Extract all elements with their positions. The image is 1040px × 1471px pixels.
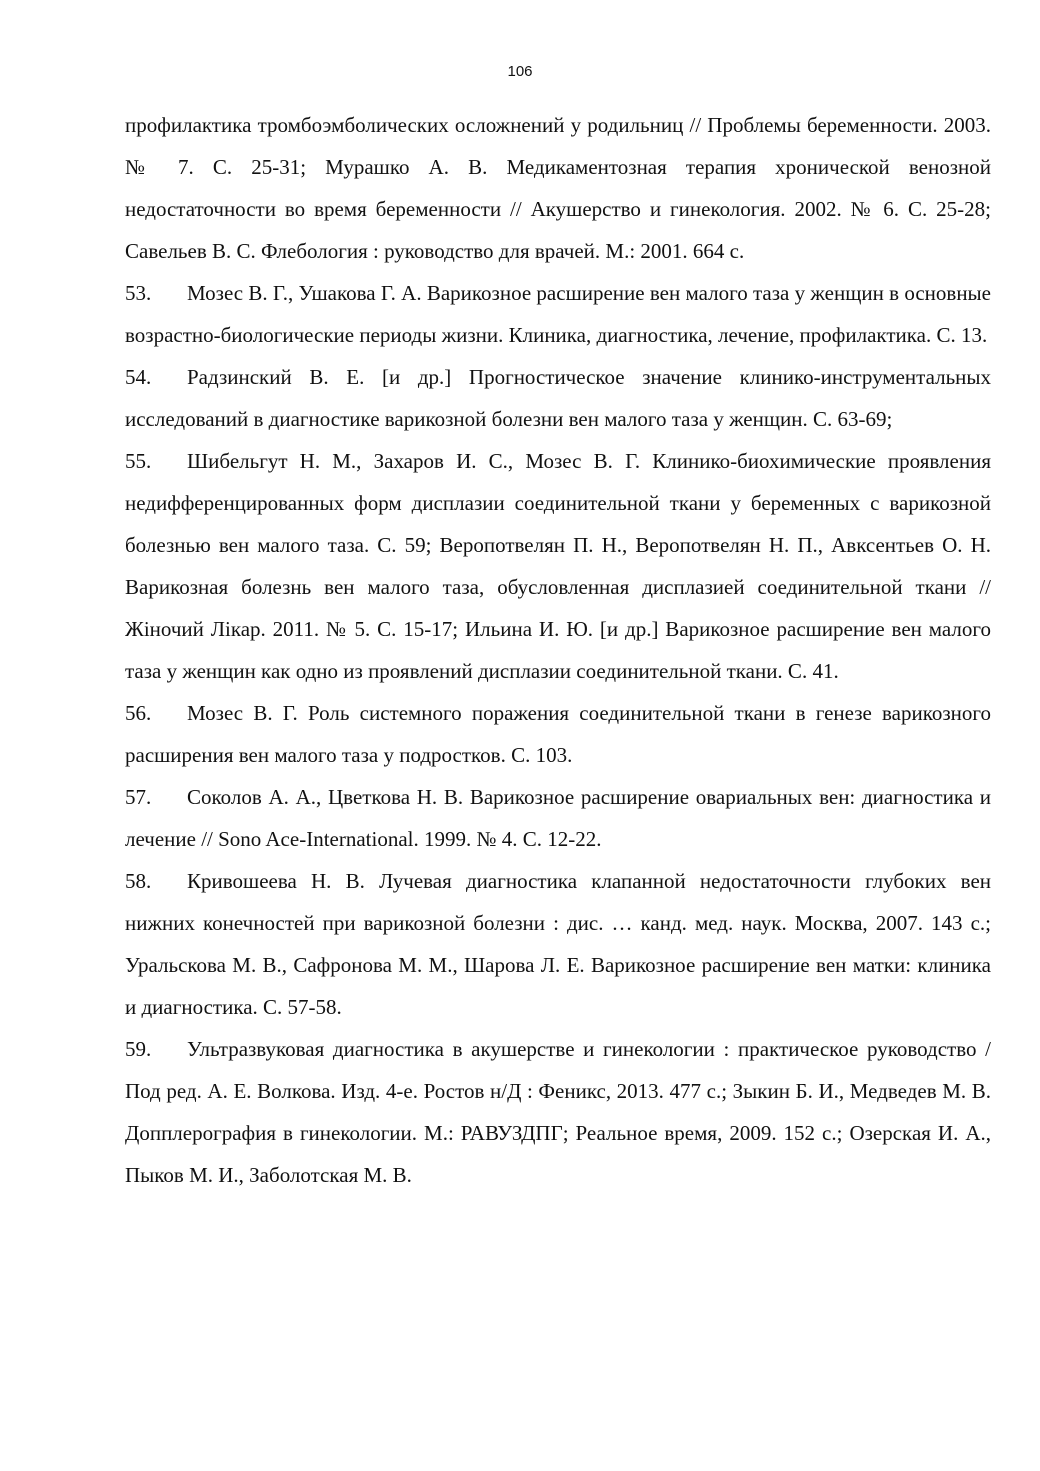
- reference-text: Кривошеева Н. В. Лучевая диагностика клапанной недостаточности глубоких вен нижних конечностей при варикозной болезни : дис. … канд. мед. наук. Москва, 2007. 143 с.; Уральскова М. В., Сафронова М. М., Шарова Л. Е. Варикозное расширение вен матки: клиника и диагностика. С. 57-58.: [125, 869, 991, 1019]
- reference-text: Ультразвуковая диагностика в акушерстве и гинекологии : практическое руководство / Под ред. А. Е. Волкова. Изд. 4-е. Ростов н/Д : Феникс, 2013. 477 с.; Зыкин Б. И., Медведев М. В. Допплерография в гинекологии. М.: РАВУЗДПГ; Реальное время, 2009. 152 с.; Озерская И. А., Пыков М. И., Заболотская М. В.: [125, 1037, 991, 1187]
- reference-text: профилактика тромбоэмболических осложнений у родильниц // Проблемы беременности. 2003. № 7. С. 25-31; Мурашко А. В. Медикаментозная терапия хронической венозной недостаточности во время беременности // Акушерство и гинекология. 2002. № 6. С. 25-28; Савельев В. С. Флебология : руководство для врачей. М.: 2001. 664 с.: [125, 113, 991, 263]
- reference-number: 53.: [125, 281, 152, 305]
- reference-text: Мозес В. Г. Роль системного поражения соединительной ткани в генезе варикозного расширения вен малого таза у подростков. С. 103.: [125, 701, 991, 767]
- reference-text: Радзинский В. Е. [и др.] Прогностическое значение клинико-инструментальных исследований в диагностике варикозной болезни вен малого таза у женщин. С. 63-69;: [125, 365, 991, 431]
- reference-number: 57.: [125, 785, 152, 809]
- reference-item: [125, 1028, 991, 1196]
- reference-number: 56.: [125, 701, 152, 725]
- reference-number: 59.: [125, 1037, 152, 1061]
- reference-text: Мозес В. Г., Ушакова Г. А. Варикозное расширение вен малого таза у женщин в основные возрастно-биологические периоды жизни. Клиника, диагностика, лечение, профилактика. С. 13.: [125, 281, 991, 347]
- reference-item: [125, 440, 991, 692]
- reference-item: [125, 272, 991, 356]
- reference-number: 58.: [125, 869, 152, 893]
- reference-number: 54.: [125, 365, 152, 389]
- reference-number: 55.: [125, 449, 152, 473]
- reference-text: Шибельгут Н. М., Захаров И. С., Мозес В. Г. Клинико-биохимические проявления недифференцированных форм дисплазии соединительной ткани у беременных с варикозной болезнью вен малого таза. С. 59; Веропотвелян П. Н., Веропотвелян Н. П., Авксентьев О. Н. Варикозная болезнь вен малого таза, обусловленная дисплазией соединительной ткани // Жіночий Лікар. 2011. № 5. С. 15-17; Ильина И. Ю. [и др.] Варикозное расширение вен малого таза у женщин как одно из проявлений дисплазии соединительной ткани. С. 41.: [125, 449, 991, 683]
- reference-item: [125, 356, 991, 440]
- reference-text: Соколов А. А., Цветкова Н. В. Варикозное расширение овариальных вен: диагностика и лечение // Sono Ace-International. 1999. № 4. С. 12-22.: [125, 785, 991, 851]
- reference-item: [125, 692, 991, 776]
- page-number: 106: [507, 63, 533, 80]
- reference-item: [125, 776, 991, 860]
- reference-item: [125, 860, 991, 1028]
- reference-continuation: [125, 104, 991, 272]
- reference-list: [125, 104, 991, 1196]
